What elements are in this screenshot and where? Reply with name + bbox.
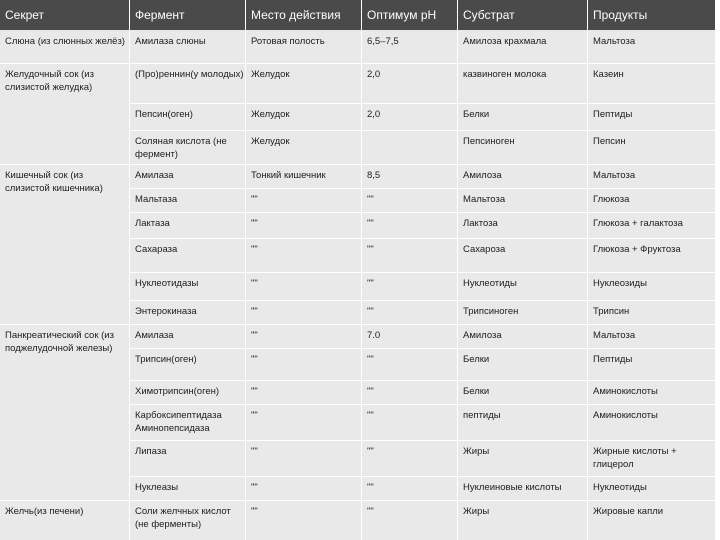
cell-substrate: Пепсиноген xyxy=(463,136,515,147)
cell-site: "" xyxy=(251,244,258,255)
cell-products: Глюкоза xyxy=(593,194,630,205)
cell-secret: Желчь(из печени) xyxy=(5,506,84,517)
cell-substrate: пептиды xyxy=(463,410,501,421)
row-divider xyxy=(0,63,715,64)
cell-site: "" xyxy=(251,410,258,421)
cell-products: Жирные кислоты + глицерол xyxy=(593,446,677,470)
cell-site: Тонкий кишечник xyxy=(251,170,326,181)
header-enzyme: Фермент xyxy=(135,8,185,22)
cell-secret: Слюна (из слюнных желёз) xyxy=(5,36,125,47)
row-divider xyxy=(130,212,715,213)
cell-site: "" xyxy=(251,506,258,517)
cell-site: "" xyxy=(251,194,258,205)
cell-products: Мальтоза xyxy=(593,170,636,181)
cell-products: Глюкоза + Фруктоза xyxy=(593,244,681,255)
cell-site: Ротовая полость xyxy=(251,36,325,47)
row-divider xyxy=(130,300,715,301)
cell-enzyme: Трипсин(оген) xyxy=(135,354,197,365)
cell-substrate: Белки xyxy=(463,109,490,120)
cell-ph: "" xyxy=(367,306,374,317)
cell-substrate: Жиры xyxy=(463,506,490,517)
column-divider xyxy=(361,0,362,540)
row-divider xyxy=(130,348,715,349)
cell-substrate: Нуклеотиды xyxy=(463,278,517,289)
cell-enzyme: Пепсин(оген) xyxy=(135,109,193,120)
cell-enzyme: Амилаза слюны xyxy=(135,36,206,47)
header-site: Место действия xyxy=(251,8,341,22)
cell-substrate: Белки xyxy=(463,354,490,365)
cell-substrate: Сахароза xyxy=(463,244,506,255)
cell-products: Пептиды xyxy=(593,109,633,120)
cell-ph: "" xyxy=(367,278,374,289)
cell-enzyme: (Про)реннин(у молодых) xyxy=(135,69,244,80)
row-divider xyxy=(130,404,715,405)
cell-site: "" xyxy=(251,218,258,229)
cell-site: "" xyxy=(251,330,258,341)
cell-substrate: казвиноген молока xyxy=(463,69,547,80)
row-divider xyxy=(130,272,715,273)
cell-enzyme: Амилаза xyxy=(135,330,174,341)
cell-enzyme: Лактаза xyxy=(135,218,170,229)
row-divider xyxy=(130,103,715,104)
cell-ph: "" xyxy=(367,354,374,365)
cell-secret: Кишечный сок (из слизистой кишечника) xyxy=(5,170,103,194)
cell-substrate: Трипсиноген xyxy=(463,306,519,317)
cell-ph: 6,5–7,5 xyxy=(367,36,399,47)
cell-substrate: Лактоза xyxy=(463,218,498,229)
row-divider xyxy=(130,238,715,239)
column-divider xyxy=(245,0,246,540)
cell-enzyme: Мальтаза xyxy=(135,194,178,205)
cell-site: Желудок xyxy=(251,69,290,80)
cell-products: Нуклеотиды xyxy=(593,482,647,493)
table-header xyxy=(0,0,715,30)
cell-ph: 2,0 xyxy=(367,109,381,120)
cell-products: Аминокислоты xyxy=(593,410,658,421)
row-divider xyxy=(130,380,715,381)
cell-products: Нуклеозиды xyxy=(593,278,647,289)
row-divider xyxy=(130,130,715,131)
cell-site: "" xyxy=(251,446,258,457)
cell-products: Жировые капли xyxy=(593,506,664,517)
cell-products: Пептиды xyxy=(593,354,633,365)
cell-ph: "" xyxy=(367,506,374,517)
row-divider xyxy=(130,476,715,477)
cell-enzyme: Карбоксипептидаза Аминопепсидаза xyxy=(135,410,222,434)
cell-products: Мальтоза xyxy=(593,36,636,47)
row-divider xyxy=(0,324,715,325)
cell-site: "" xyxy=(251,482,258,493)
header-products: Продукты xyxy=(593,8,648,22)
row-divider xyxy=(0,164,715,165)
cell-substrate: Жиры xyxy=(463,446,490,457)
cell-products: Глюкоза + галактоза xyxy=(593,218,683,229)
row-divider xyxy=(130,188,715,189)
cell-enzyme: Нуклеотидазы xyxy=(135,278,199,289)
cell-products: Казеин xyxy=(593,69,624,80)
cell-products: Пепсин xyxy=(593,136,626,147)
cell-ph: "" xyxy=(367,218,374,229)
cell-enzyme: Липаза xyxy=(135,446,167,457)
cell-site: "" xyxy=(251,278,258,289)
cell-substrate: Амилоза крахмала xyxy=(463,36,547,47)
row-divider xyxy=(130,440,715,441)
cell-site: Желудок xyxy=(251,109,290,120)
cell-substrate: Белки xyxy=(463,386,490,397)
cell-ph: "" xyxy=(367,446,374,457)
cell-ph: 8,5 xyxy=(367,170,381,181)
cell-site: Желудок xyxy=(251,136,290,147)
cell-enzyme: Химотрипсин(оген) xyxy=(135,386,220,397)
header-secret: Секрет xyxy=(5,8,45,22)
cell-ph: "" xyxy=(367,244,374,255)
cell-site: "" xyxy=(251,306,258,317)
cell-products: Трипсин xyxy=(593,306,630,317)
cell-enzyme: Энтерокиназа xyxy=(135,306,197,317)
cell-substrate: Нуклеиновые кислоты xyxy=(463,482,562,493)
cell-ph: "" xyxy=(367,194,374,205)
cell-products: Аминокислоты xyxy=(593,386,658,397)
cell-site: "" xyxy=(251,386,258,397)
header-substrate: Субстрат xyxy=(463,8,515,22)
cell-products: Мальтоза xyxy=(593,330,636,341)
column-divider xyxy=(457,0,458,540)
header-ph: Оптимум рН xyxy=(367,8,437,22)
cell-enzyme: Соляная кислота (не фермент) xyxy=(135,136,227,160)
cell-ph: "" xyxy=(367,386,374,397)
cell-substrate: Амилоза xyxy=(463,170,502,181)
cell-site: "" xyxy=(251,354,258,365)
cell-secret: Панкреатический сок (из поджелудочной железы) xyxy=(5,330,114,354)
cell-enzyme: Амилаза xyxy=(135,170,174,181)
cell-secret: Желудочный сок (из слизистой желудка) xyxy=(5,69,94,93)
row-divider xyxy=(0,500,715,501)
cell-substrate: Мальтоза xyxy=(463,194,506,205)
cell-ph: 2,0 xyxy=(367,69,381,80)
cell-substrate: Амилоза xyxy=(463,330,502,341)
cell-ph: "" xyxy=(367,482,374,493)
cell-ph: 7.0 xyxy=(367,330,381,341)
cell-enzyme: Нуклеазы xyxy=(135,482,179,493)
cell-enzyme: Соли желчных кислот (не ферменты) xyxy=(135,506,231,530)
cell-ph: "" xyxy=(367,410,374,421)
cell-enzyme: Сахараза xyxy=(135,244,178,255)
